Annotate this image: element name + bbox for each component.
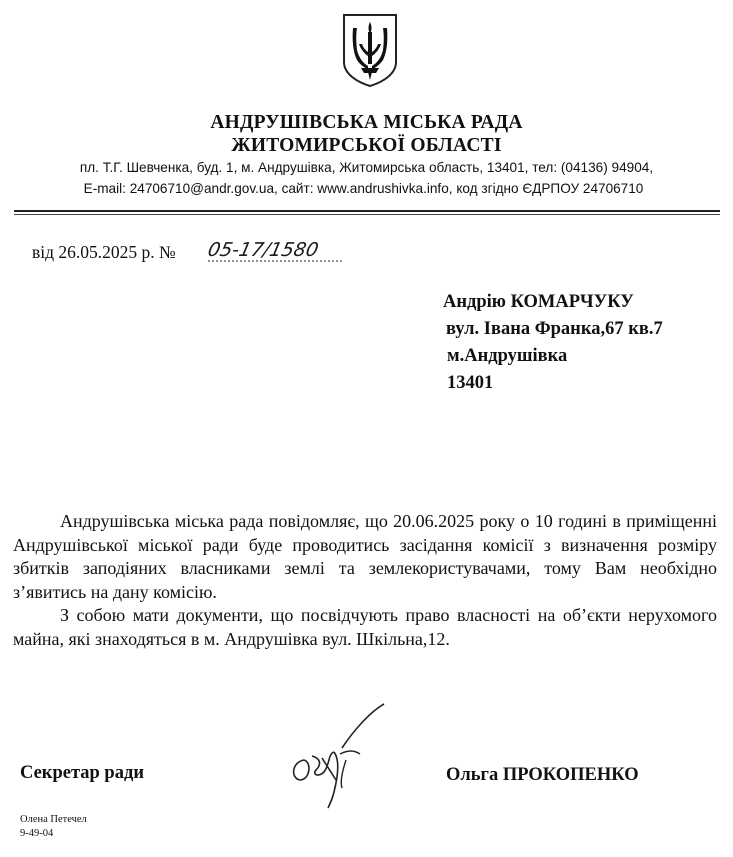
letter-body xyxy=(13,510,717,651)
executor-phone: 9-49-04 xyxy=(20,828,54,839)
registration-number xyxy=(206,232,346,268)
tryzub-coat-of-arms-icon xyxy=(339,10,401,88)
signatory-position: Секретар ради xyxy=(20,763,144,783)
recipient-postal-code: 13401 xyxy=(447,373,494,393)
organization-address: пл. Т.Г. Шевченка, буд. 1, м. Андрушівка, Житомирська область, 13401, тел: (04136) 94904, xyxy=(79,160,654,175)
header-divider-thin xyxy=(14,214,720,215)
recipient-name xyxy=(443,289,663,316)
signatory-name: Ольга ПРОКОПЕНКО xyxy=(446,765,639,785)
executor-block xyxy=(20,813,87,841)
registration-number-text: 05-17/1580 xyxy=(206,238,321,261)
letter-date: від 26.05.2025 р. № xyxy=(32,242,176,262)
organization-region: ЖИТОМИРСЬКОЇ ОБЛАСТІ xyxy=(231,135,502,156)
body-paragraph: Андрушівська міська рада повідомляє, що 20.06.2025 року о 10 годині в приміщенні Андрушівської міської ради буде проводитись засідання комісії з визначення розміру збитків заподіяних власниками землі та землекористувачами, тому Вам необхідно з’явитись на дану комісію. xyxy=(13,511,717,602)
recipient-city: м.Андрушівка xyxy=(447,346,568,366)
recipient-first-name: Андрію xyxy=(443,292,506,312)
header-divider xyxy=(14,210,720,212)
body-paragraph: З собою мати документи, що посвідчують право власності на об’єкти нерухомого майна, які знаходяться в м. Андрушівка вул. Шкільна,12. xyxy=(13,605,717,649)
handwritten-signature-icon xyxy=(282,700,402,810)
recipient-block xyxy=(443,289,663,397)
recipient-last-name: КОМАРЧУКУ xyxy=(510,292,634,312)
organization-name: АНДРУШІВСЬКА МІСЬКА РАДА xyxy=(210,112,523,133)
organization-contacts: E-mail: 24706710@andr.gov.ua, сайт: www.andrushivka.info, код згідно ЄДРПОУ 24706710 xyxy=(83,181,644,196)
executor-name: Олена Петечел xyxy=(20,814,87,825)
recipient-street: вул. Івана Франка,67 кв.7 xyxy=(446,319,663,339)
